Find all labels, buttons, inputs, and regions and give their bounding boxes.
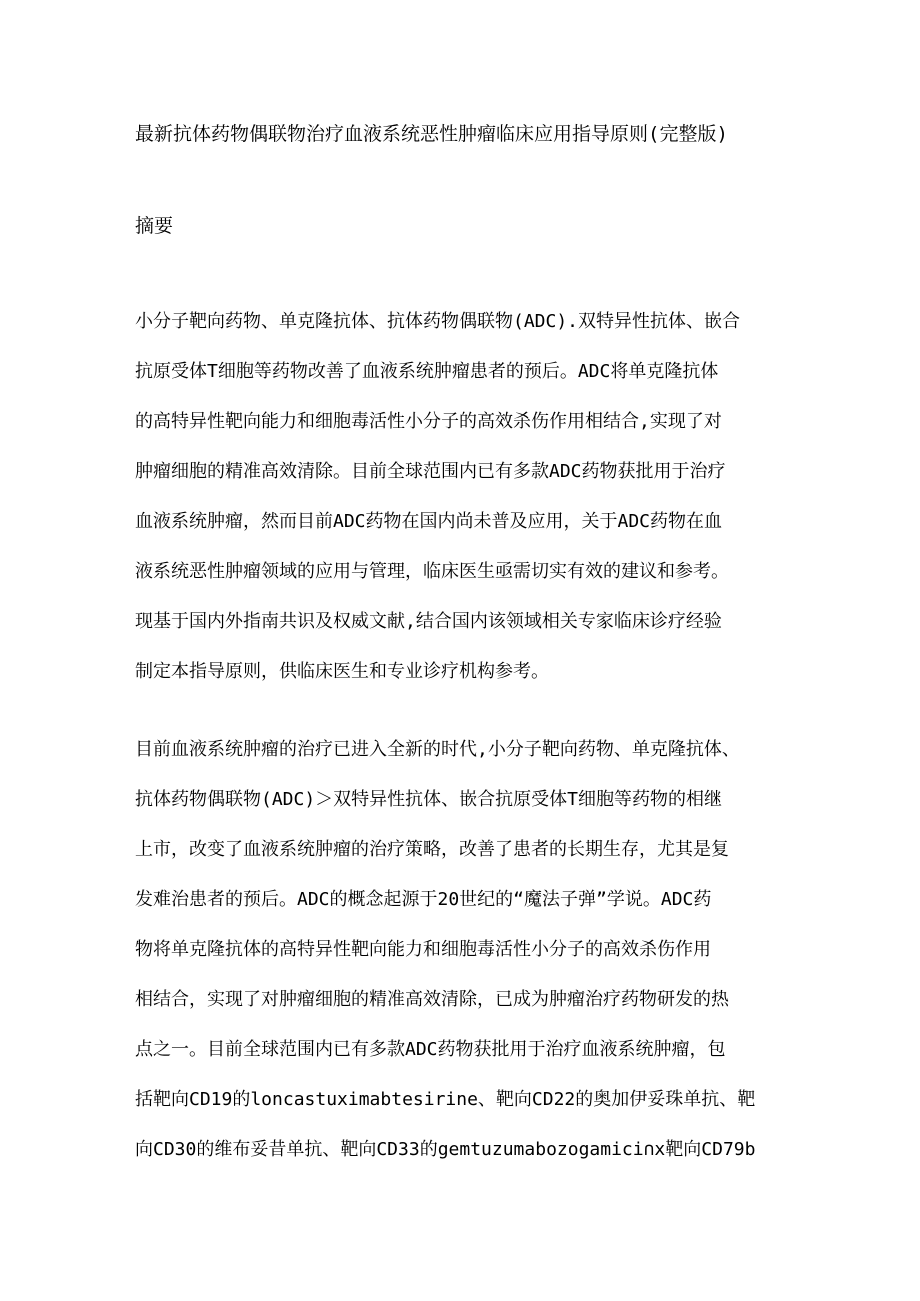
text-line: 上市，改变了血液系统肿瘤的治疗策略，改善了患者的长期生存，尤其是复 xyxy=(135,839,729,860)
text-line: 相结合，实现了对肿瘤细胞的精准高效清除，已成为肿瘤治疗药物研发的热 xyxy=(135,989,729,1010)
text-line: 点之一。目前全球范围内已有多款ADC药物获批用于治疗血液系统肿瘤，包 xyxy=(135,1039,726,1060)
text-line: 液系统恶性肿瘤领域的应用与管理，临床医生亟需切实有效的建议和参考。 xyxy=(135,561,729,582)
text-line: 肿瘤细胞的精准高效清除。目前全球范围内已有多款ADC药物获批用于治疗 xyxy=(135,461,726,482)
text-line: 的高特异性靶向能力和细胞毒活性小分子的高效杀伤作用相结合,实现了对 xyxy=(135,411,722,432)
text-line: 血液系统肿瘤，然而目前ADC药物在国内尚未普及应用，关于ADC药物在血 xyxy=(135,511,723,532)
text-line: 现基于国内外指南共识及权威文献,结合国内该领域相关专家临床诊疗经验 xyxy=(135,611,722,632)
text-line: 括靶向CD19的loncastuximabtesirine、靶向CD22的奥加伊妥珠单抗、靶 xyxy=(135,1089,756,1110)
text-line: 抗原受体T细胞等药物改善了血液系统肿瘤患者的预后。ADC将单克隆抗体 xyxy=(135,361,719,382)
text-line: 物将单克隆抗体的高特异性靶向能力和细胞毒活性小分子的高效杀伤作用 xyxy=(135,939,711,960)
text-line: 小分子靶向药物、单克隆抗体、抗体药物偶联物(ADC).双特异性抗体、嵌合 xyxy=(135,311,741,332)
abstract-heading: 摘要 xyxy=(135,215,174,237)
text-line: 抗体药物偶联物(ADC)＞双特异性抗体、嵌合抗原受体T细胞等药物的相继 xyxy=(135,789,723,810)
body-paragraph xyxy=(135,725,795,1175)
text-line: 向CD30的维布妥昔单抗、靶向CD33的gemtuzumabozogamici∩x靶向CD79b xyxy=(135,1139,756,1160)
text-line: 发难治患者的预后。ADC的概念起源于20世纪的“魔法子弹”学说。ADC药 xyxy=(135,889,712,910)
text-line: 制定本指导原则，供临床医生和专业诊疗机构参考。 xyxy=(135,661,549,682)
abstract-paragraph xyxy=(135,297,795,697)
document-title: 最新抗体药物偶联物治疗血液系统恶性肿瘤临床应用指导原则(完整版) xyxy=(135,123,728,145)
text-line: 目前血液系统肿瘤的治疗已进入全新的时代,小分子靶向药物、单克隆抗体、 xyxy=(135,739,740,760)
